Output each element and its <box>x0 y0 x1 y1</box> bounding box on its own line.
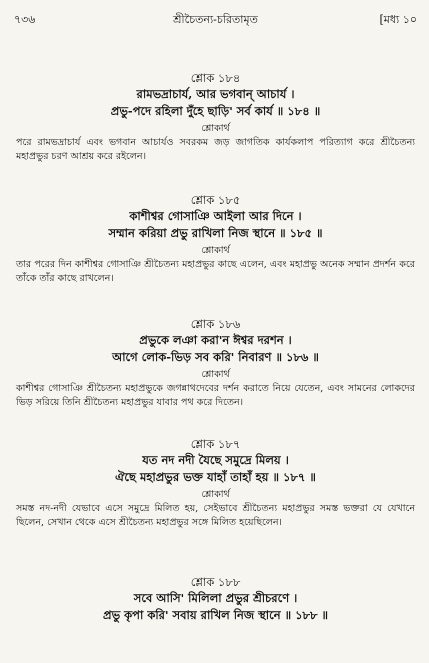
translation-heading: শ্লোকার্থ <box>201 123 230 134</box>
sloka-section <box>16 70 415 164</box>
verse-line: প্রভুকে লঞা করা'ন ঈশ্বর দরশন । <box>139 333 292 347</box>
translation-heading: শ্লোকার্থ <box>201 489 230 500</box>
page-number: ৭৩৬ <box>14 13 36 26</box>
sloka-section <box>16 192 415 286</box>
verse-line: সম্মান করিয়া প্রভু রাখিলা নিজ স্থানে ॥ ১৮৫ ॥ <box>108 226 323 240</box>
running-title: শ্রীচৈতন্য-চরিতামৃত <box>173 13 258 26</box>
translation-heading: শ্লোকার্থ <box>201 245 230 256</box>
verse-line: ঐছে মহাপ্রভুর ভক্ত যাহাঁ তাহাঁ হয় ॥ ১৮৭ ॥ <box>115 470 316 484</box>
chapter-label: [মধ্য ১০ <box>379 13 417 26</box>
sloka-title: শ্লোক ১৮৪ <box>190 71 241 85</box>
translation-text: তার পরের দিন কাশীশ্বর গোসাঞি শ্রীচৈতন্য মহাপ্রভুর কাছে এলেন, এবং মহাপ্রভু অনেক সম্মান প্রদর্শন করে তাঁকে তাঁর কাছে রাখলেন। <box>16 259 415 284</box>
verse-line: সবে আসি' মিলিলা প্রভুর শ্রীচরণে । <box>133 591 298 605</box>
sloka-section <box>16 574 415 624</box>
translation-heading: শ্লোকার্থ <box>201 369 230 380</box>
sloka-title: শ্লোক ১৮৭ <box>190 437 241 451</box>
translation-text: সমস্ত নদ-নদী যেভাবে এসে সমুদ্রে মিলিত হয়, সেইভাবে শ্রীচৈতন্য মহাপ্রভুর সমস্ত ভক্তরা যে যেখানে ছিলেন, সেখান থেকে এসে শ্রীচৈতন্য মহাপ্রভুর সঙ্গে মিলিত হয়েছিলেন। <box>16 503 415 528</box>
verse-line: প্রভু কৃপা করি' সবায় রাখিল নিজ স্থানে ॥ ১৮৮ ॥ <box>102 608 328 622</box>
verse-line: কাশীশ্বর গোসাঞি আইলা আর দিনে । <box>129 209 302 223</box>
sloka-section <box>16 316 415 410</box>
translation-text: পরে রামভদ্রাচার্য এবং ভগবান আচার্যও সবরকম জড় জাগতিক কার্যকলাপ পরিত্যাগ করে শ্রীচৈতন্য মহাপ্রভুর চরণ আশ্রয় করে রইলেন। <box>16 137 415 162</box>
translation-text: কাশীশ্বর গোসাঞি শ্রীচৈতন্য মহাপ্রভুকে জগন্নাথদেবের দর্শন করাতে নিয়ে যেতেন, এবং সামনের লোকদের ভিড় সরিয়ে তিনি শ্রীচৈতন্য মহাপ্রভুর যাবার পথ করে দিতেন। <box>16 383 415 408</box>
verse-line: প্রভু-পদে রহিলা দুঁহে ছাড়ি' সর্ব কার্য ॥ ১৮৪ ॥ <box>110 104 321 118</box>
sloka-title: শ্লোক ১৮৮ <box>190 575 241 589</box>
verse-line: আগে লোক-ভিড় সব করি' নিবারণ ॥ ১৮৬ ॥ <box>112 350 319 364</box>
sloka-title: শ্লোক ১৮৫ <box>190 193 241 207</box>
verse-line: রামভদ্রাচার্য, আর ভগবান্ আচার্য । <box>136 87 295 101</box>
sloka-section <box>16 436 415 530</box>
page-header <box>14 8 417 30</box>
verse-line: যত নদ নদী যৈছে সমুদ্রে মিলয় । <box>142 453 289 467</box>
sloka-title: শ্লোক ১৮৬ <box>190 317 241 331</box>
